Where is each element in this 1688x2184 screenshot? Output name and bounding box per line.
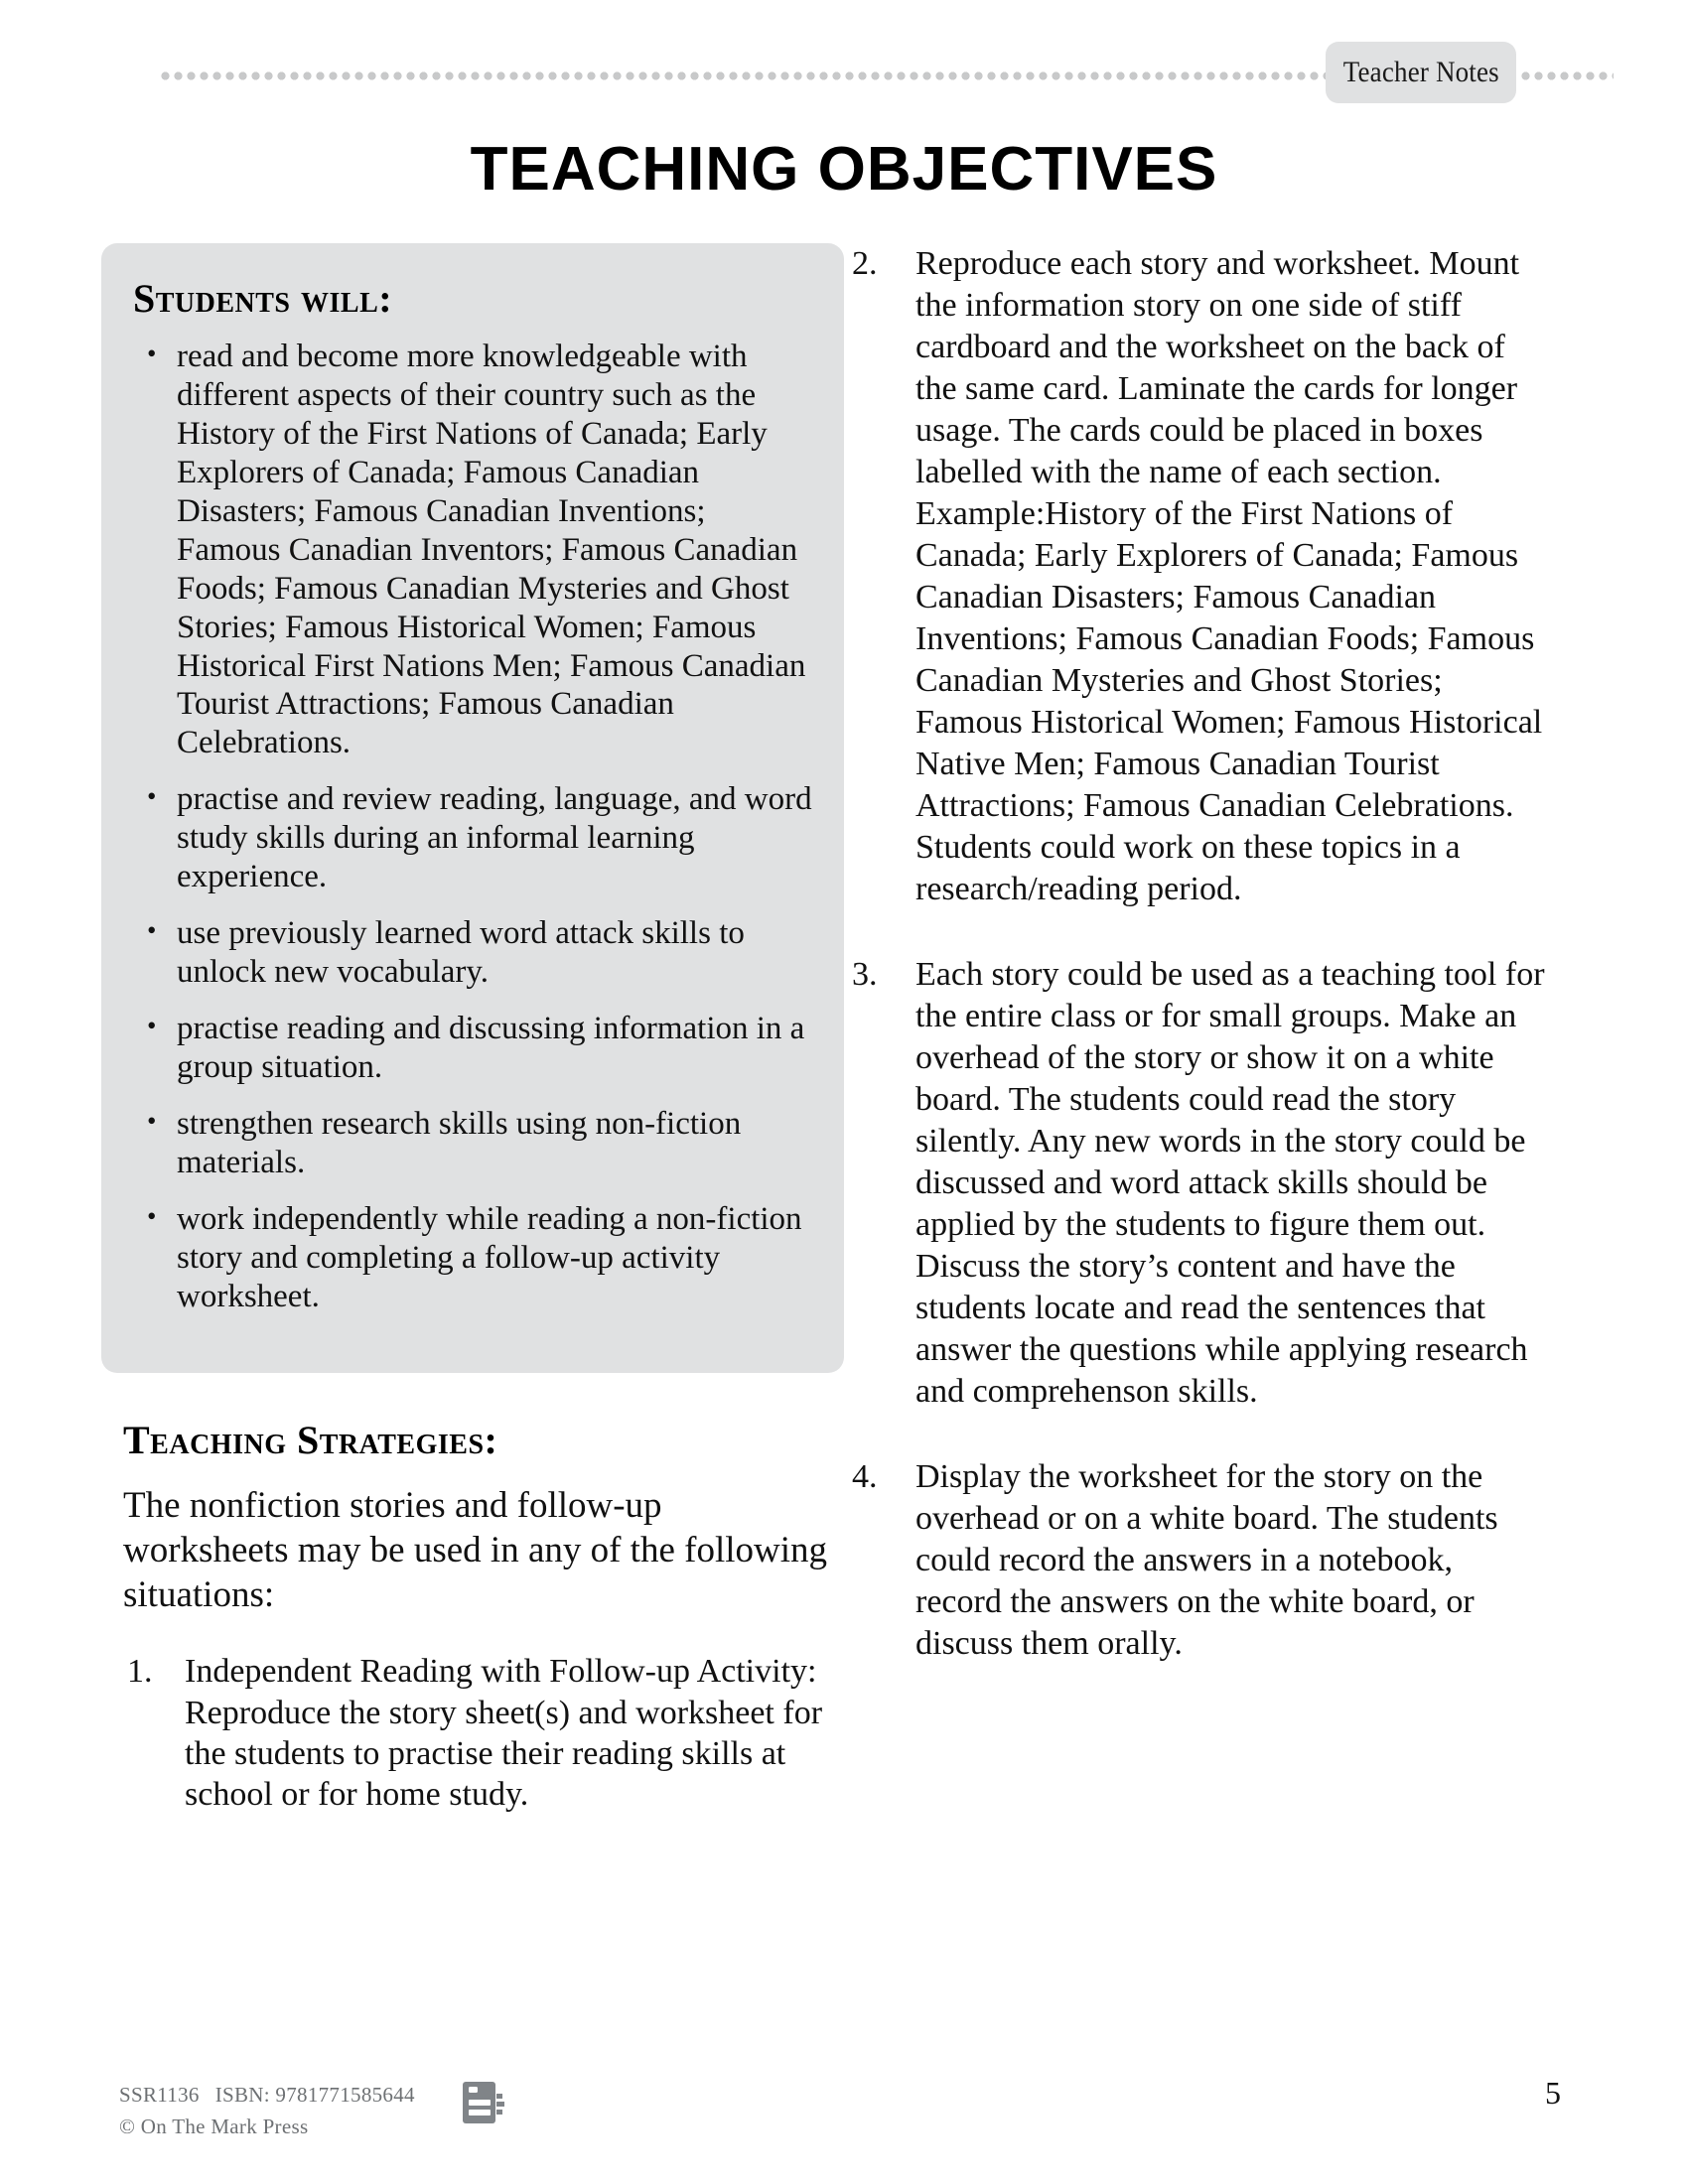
- dotted-rule-right: [1519, 71, 1614, 80]
- footer-imprint: [119, 2080, 415, 2142]
- students-will-heading: Students will:: [133, 276, 393, 321]
- strategies-numbered-list-right: [852, 243, 1547, 1665]
- list-item: [852, 954, 1547, 1413]
- notes-document-icon: [463, 2080, 506, 2125]
- strategies-numbered-list-left: [123, 1651, 836, 1815]
- section-tab-teacher-notes: [1326, 42, 1516, 103]
- students-will-list: [133, 338, 812, 1316]
- list-item-number: 4.: [852, 1457, 878, 1495]
- page-header: [0, 0, 1688, 109]
- list-item: • practise reading and discussing information in a group situation.: [133, 1010, 812, 1087]
- teaching-strategies-block: [101, 1420, 844, 1844]
- list-item: • practise and review reading, language, and word study skills during an informal learning experience.: [133, 780, 812, 896]
- right-column: [852, 243, 1547, 1708]
- teaching-strategies-intro: The nonfiction stories and follow-up worksheets may be used in any of the following situations:: [123, 1485, 828, 1616]
- list-item-text: Each story could be used as a teaching tool for the entire class or for small groups. Make an overhead of the story or show it on a white board. The students could read the story silently. Any new words in the story could be discussed and word attack skills should be applied by the students to figure them out. Discuss the story’s content and have the students locate and read the sentences that answer the questions while applying research and comprehenson skills.: [915, 955, 1545, 1410]
- left-column: [101, 243, 844, 1813]
- list-item-text: Independent Reading with Follow-up Activity: Reproduce the story sheet(s) and worksheet for the students to practise their reading skills at school or for home study.: [185, 1653, 823, 1813]
- list-item: [852, 243, 1547, 910]
- list-item: • use previously learned word attack skills to unlock new vocabulary.: [133, 914, 812, 992]
- list-item: • work independently while reading a non-fiction story and completing a follow-up activity worksheet.: [133, 1200, 812, 1316]
- page-number: 5: [1545, 2075, 1561, 2111]
- dotted-rule-left: [159, 71, 1331, 80]
- page-title: TEACHING OBJECTIVES: [470, 135, 1218, 204]
- list-item: • read and become more knowledgeable with different aspects of their country such as the History of the First Nations of Canada; Early Explorers of Canada; Famous Canadian Disasters; Famous Canadian Inventions; Famous Canadian Inventors; Famous Canadian Foods; Famous Canadian Mysteries and Ghost Stories; Famous Historical Women; Famous Historical First Nations Men; Famous Canadian Tourist Attractions; Famous Canadian Celebrations.: [133, 338, 812, 762]
- list-item: [852, 1456, 1547, 1665]
- list-item-number: 2.: [852, 245, 878, 282]
- list-item-number: 3.: [852, 955, 878, 993]
- list-item: • strengthen research skills using non-fiction materials.: [133, 1105, 812, 1182]
- list-item-text: Display the worksheet for the story on the overhead or on a white board. The students could record the answers in a notebook, record the answers on the white board, or discuss them orally.: [915, 1457, 1498, 1662]
- list-item-text: Reproduce each story and worksheet. Mount the information story on one side of stiff cardboard and the worksheet on the back of the same card. Laminate the cards for longer usage. The cards could be placed in boxes labelled with the name of each section. Example:History of the First Nations of Canada; Early Explorers of Canada; Famous Canadian Disasters; Famous Canadian Inventions; Famous Canadian Foods; Famous Canadian Mysteries and Ghost Stories; Famous Historical Women; Famous Historical Native Men; Famous Canadian Tourist Attractions; Famous Canadian Celebrations. Students could work on these topics in a research/reading period.: [915, 245, 1543, 907]
- copyright-text: © On The Mark Press: [119, 2114, 309, 2138]
- list-item: [123, 1651, 836, 1815]
- list-item-number: 1.: [127, 1653, 153, 1691]
- teaching-strategies-heading: Teaching Strategies:: [123, 1418, 498, 1462]
- isbn-text: ISBN: 9781771585644: [214, 2083, 415, 2107]
- page-footer: [0, 2025, 1688, 2184]
- product-code: SSR1136: [119, 2083, 200, 2107]
- section-tab-label: Teacher Notes: [1342, 56, 1499, 88]
- students-will-content: [101, 243, 844, 1316]
